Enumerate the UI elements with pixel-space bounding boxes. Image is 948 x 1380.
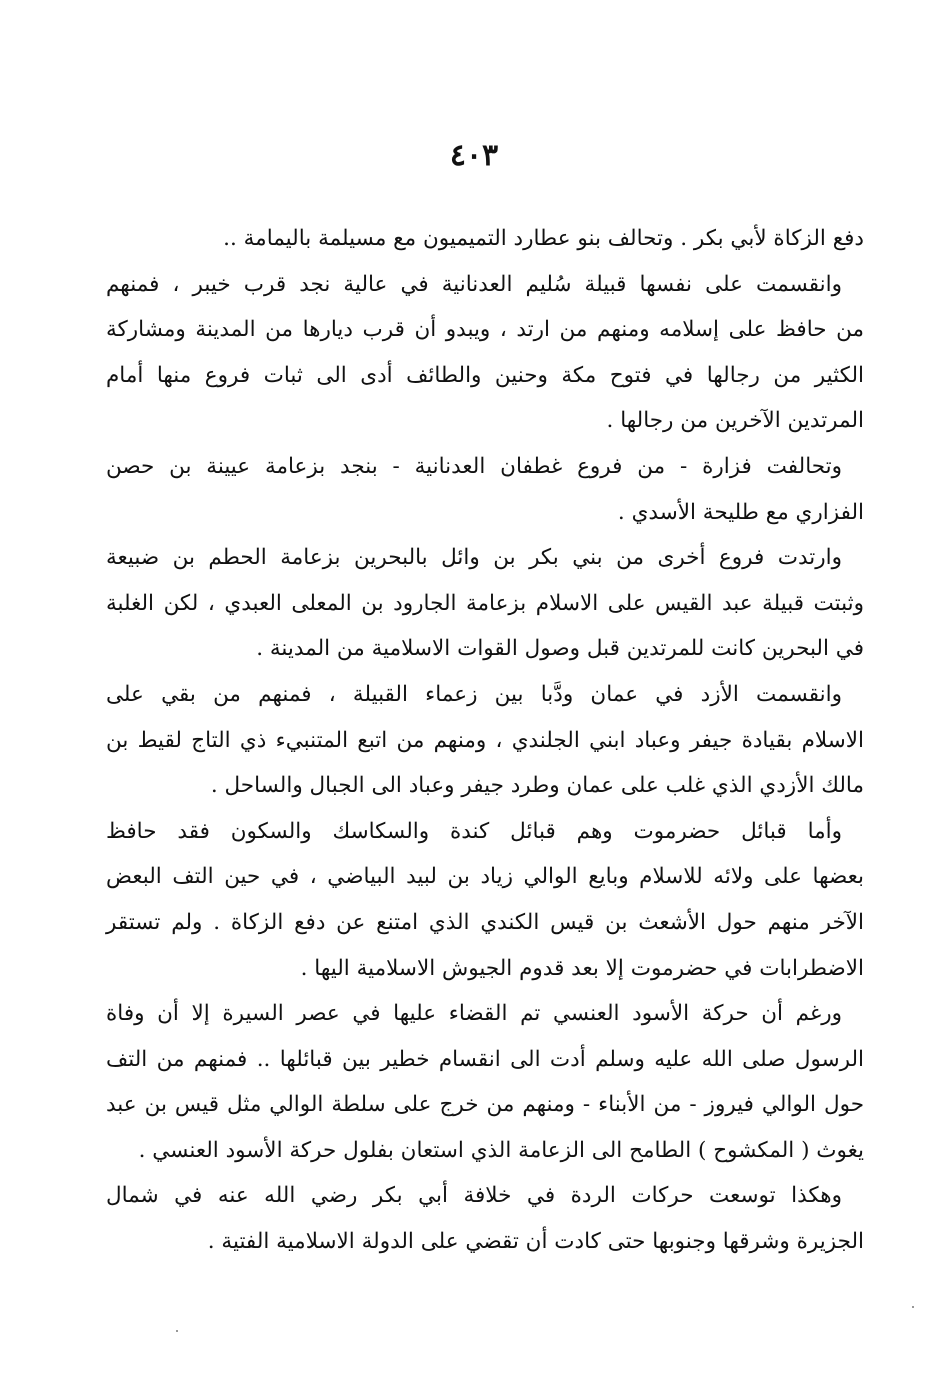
text-line: وهكذا توسعت حركات الردة في خلافة أبي بكر رضي الله عنه في شمال [106, 1183, 842, 1209]
text-line: يغوث ( المكشوح ) الطامح الى الزعامة الذي استعان بفلول حركة الأسود العنسي . [138, 1137, 864, 1163]
text-line: ورغم أن حركة الأسود العنسي تم القضاء عليها في عصر السيرة إلا أن وفاة [106, 1001, 842, 1027]
text-line: دفع الزكاة لأبي بكر . وتحالف بنو عطارد التميميون مع مسيلمة باليمامة .. [223, 226, 864, 251]
body-text [106, 216, 864, 1265]
text-line: الاضطرابات في حضرموت إلا بعد قدوم الجيوش الاسلامية اليها . [300, 955, 864, 981]
text-line: الرسول صلى الله عليه وسلم أدت الى انقسام خطير بين قبائلها .. فمنهم من التف [106, 1046, 864, 1072]
text-line: مالك الأزدي الذي غلب على عمان وطرد جيفر وعباد الى الجبال والساحل . [210, 773, 864, 799]
text-line: المرتدين الآخرين من رجالها . [606, 408, 864, 434]
text-line: الكثير من رجالها في فتوح مكة وحنين والطائف أدى الى ثبات فروع منها أمام [106, 362, 864, 388]
scan-speck [912, 1306, 914, 1308]
text-line: حول الوالي فيروز - من الأبناء - ومنهم من خرج على سلطة الوالي مثل قيس بن عبد [106, 1092, 864, 1118]
scan-speck [176, 1330, 178, 1332]
page-number: ٤٠٣ [449, 138, 499, 173]
text-line: وانقسمت على نفسها قبيلة سُليم العدنانية في عالية نجد قرب خيبر ، فمنهم [106, 271, 842, 297]
text-line: وارتدت فروع أخرى من بني بكر بن وائل بالبحرين بزعامة الحطم بن ضبيعة [106, 545, 842, 571]
text-line: من حافظ على إسلامه ومنهم من ارتد ، ويبدو أن قرب ديارها من المدينة ومشاركة [106, 317, 864, 343]
text-line: وانقسمت الأزد في عمان ودَّبا بين زعماء القبيلة ، فمنهم من بقي على [106, 681, 842, 707]
text-line: وتحالفت فزارة - من فروع غطفان العدنانية - بنجد بزعامة عيينة بن حصن [106, 453, 842, 479]
text-line: الاسلام بقيادة جيفر وعباد ابني الجلندي ، ومنهم من اتبع المتنبيء ذي التاج لقيط بن [106, 727, 864, 753]
text-line: وثبتت قبيلة عبد القيس على الاسلام بزعامة الجارود بن المعلى العبدي ، لكن الغلبة [106, 590, 864, 616]
text-line: الفزاري مع طليحة الأسدي . [617, 499, 864, 525]
text-line: وأما قبائل حضرموت وهم قبائل كندة والسكاسك والسكون فقد حافظ [106, 818, 842, 844]
text-line: الآخر منهم حول الأشعث بن قيس الكندي الذي امتنع عن دفع الزكاة . ولم تستقر [106, 909, 864, 935]
text-line: في البحرين كانت للمرتدين قبل وصول القوات الاسلامية من المدينة . [256, 636, 864, 662]
text-line: الجزيرة وشرقها وجنوبها حتى كادت أن تقضي على الدولة الاسلامية الفتية . [207, 1229, 864, 1255]
text-line: بعضها على ولائه للاسلام وبايع الوالي زياد بن لبيد البياضي ، في حين التف البعض [106, 864, 864, 890]
